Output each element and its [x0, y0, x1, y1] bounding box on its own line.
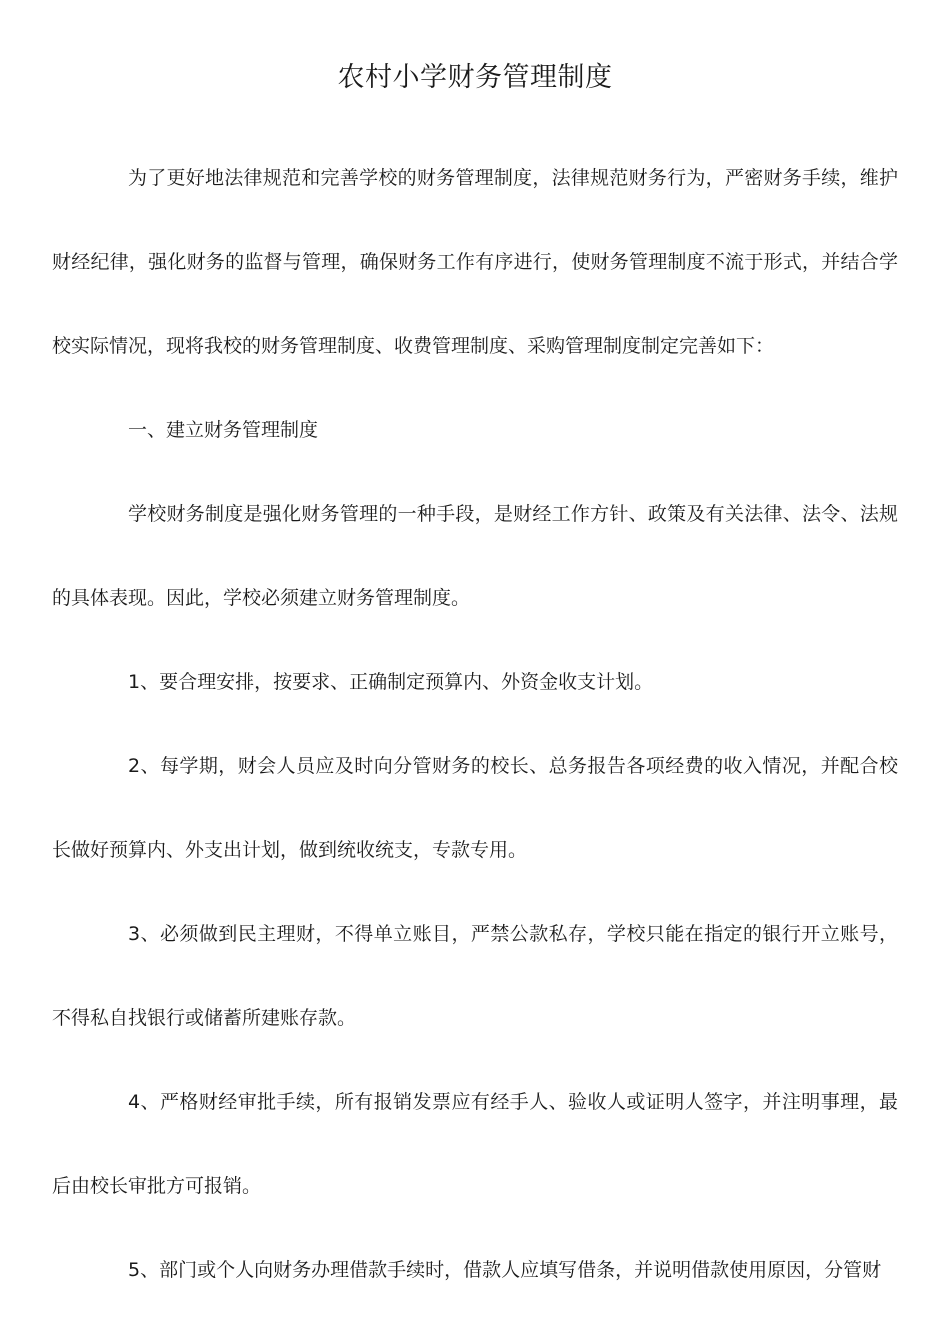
document-title: 农村小学财务管理制度: [337, 62, 613, 93]
section-heading-1: 一、建立财务管理制度: [128, 419, 319, 441]
document-body: [52, 136, 898, 1312]
paragraph-section-1: 学校财务制度是强化财务管理的一种手段，是财经工作方针、政策及有关法律、法令、法规的具体表现。因此，学校必须建立财务管理制度。: [52, 503, 898, 609]
paragraph-intro: 为了更好地法律规范和完善学校的财务管理制度，法律规范财务行为，严密财务手续，维护财经纪律，强化财务的监督与管理，确保财务工作有序进行，使财务管理制度不流于形式，并结合学校实际情况，现将我校的财务管理制度、收费管理制度、采购管理制度制定完善如下：: [52, 167, 898, 357]
list-item-2: 2、每学期，财会人员应及时向分管财务的校长、总务报告各项经费的收入情况，并配合校长做好预算内、外支出计划，做到统收统支，专款专用。: [52, 755, 898, 861]
list-item-4: 4、严格财经审批手续，所有报销发票应有经手人、验收人或证明人签字，并注明事理，最后由校长审批方可报销。: [52, 1091, 898, 1197]
list-item-1: 1、要合理安排，按要求、正确制定预算内、外资金收支计划。: [128, 671, 654, 693]
list-item-5: 5、部门或个人向财务办理借款手续时，借款人应填写借条，并说明借款使用原因，分管财: [128, 1259, 882, 1281]
list-item-3: 3、必须做到民主理财，不得单立账目，严禁公款私存，学校只能在指定的银行开立账号，不得私自找银行或储蓄所建账存款。: [52, 923, 898, 1029]
